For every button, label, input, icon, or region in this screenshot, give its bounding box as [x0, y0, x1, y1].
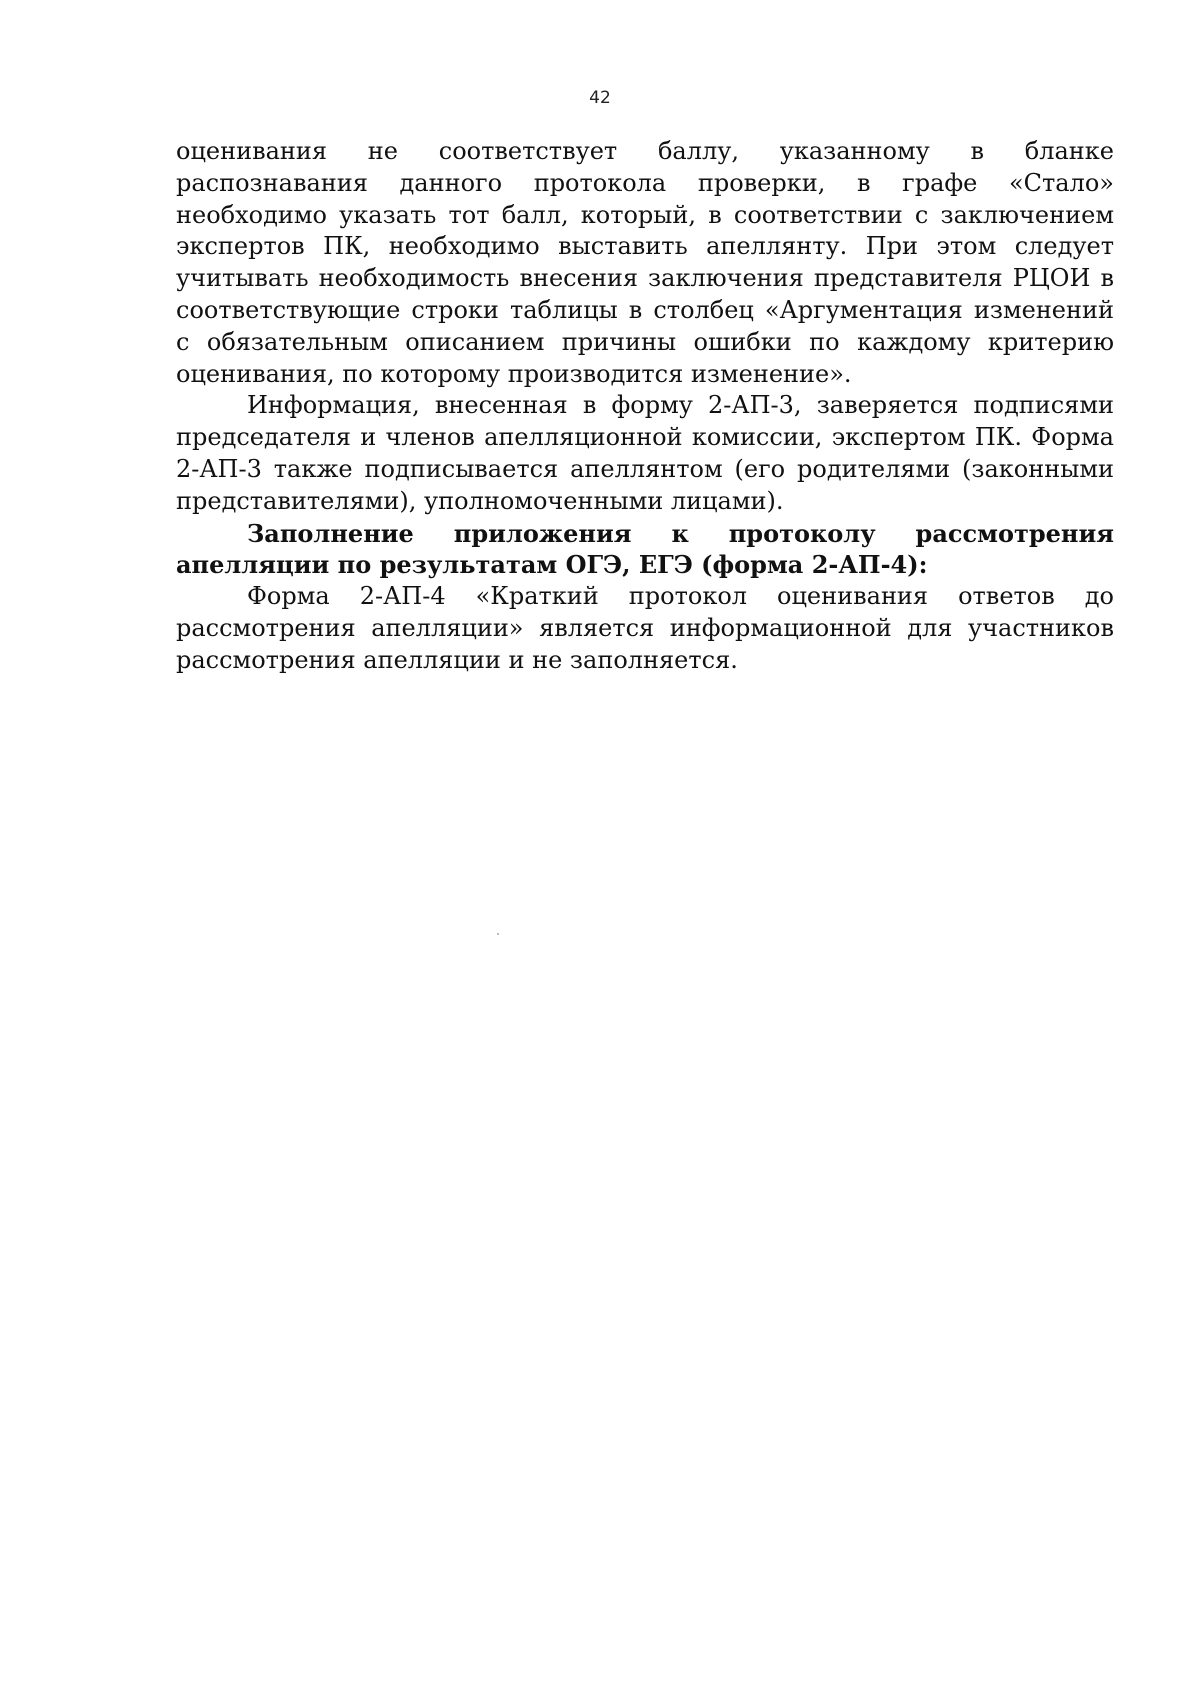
paragraph-form-2-ap-3: Информация, внесенная в форму 2-АП-3, заверяется подписями председателя и членов апелляционной комиссии, экспертом ПК. Форма 2-АП-3 также подписывается апеллянтом (его родителями (законными представителями), уполномоченными лицами).	[176, 391, 1114, 515]
document-body	[176, 136, 1114, 677]
paragraph-continuation: оценивания не соответствует баллу, указанному в бланке распознавания данного протокола проверки, в графе «Стало» необходимо указать тот балл, который, в соответствии с заключением экспертов ПК, необходимо выставить апеллянту. При этом следует учитывать необходимость внесения заключения представителя РЦОИ в соответствующие строки таблицы в столбец «Аргументация изменений с обязательным описанием причины ошибки по каждому критерию оценивания, по которому производится изменение».	[176, 137, 1114, 388]
scan-speck	[497, 933, 499, 935]
paragraph-form-2-ap-4: Форма 2-АП-4 «Краткий протокол оценивания ответов до рассмотрения апелляции» является информационной для участников рассмотрения апелляции и не заполняется.	[176, 582, 1114, 674]
page-number: 42	[589, 88, 611, 108]
section-heading: Заполнение приложения к протоколу рассмотрения апелляции по результатам ОГЭ, ЕГЭ (форма 2-АП-4):	[176, 518, 1114, 580]
